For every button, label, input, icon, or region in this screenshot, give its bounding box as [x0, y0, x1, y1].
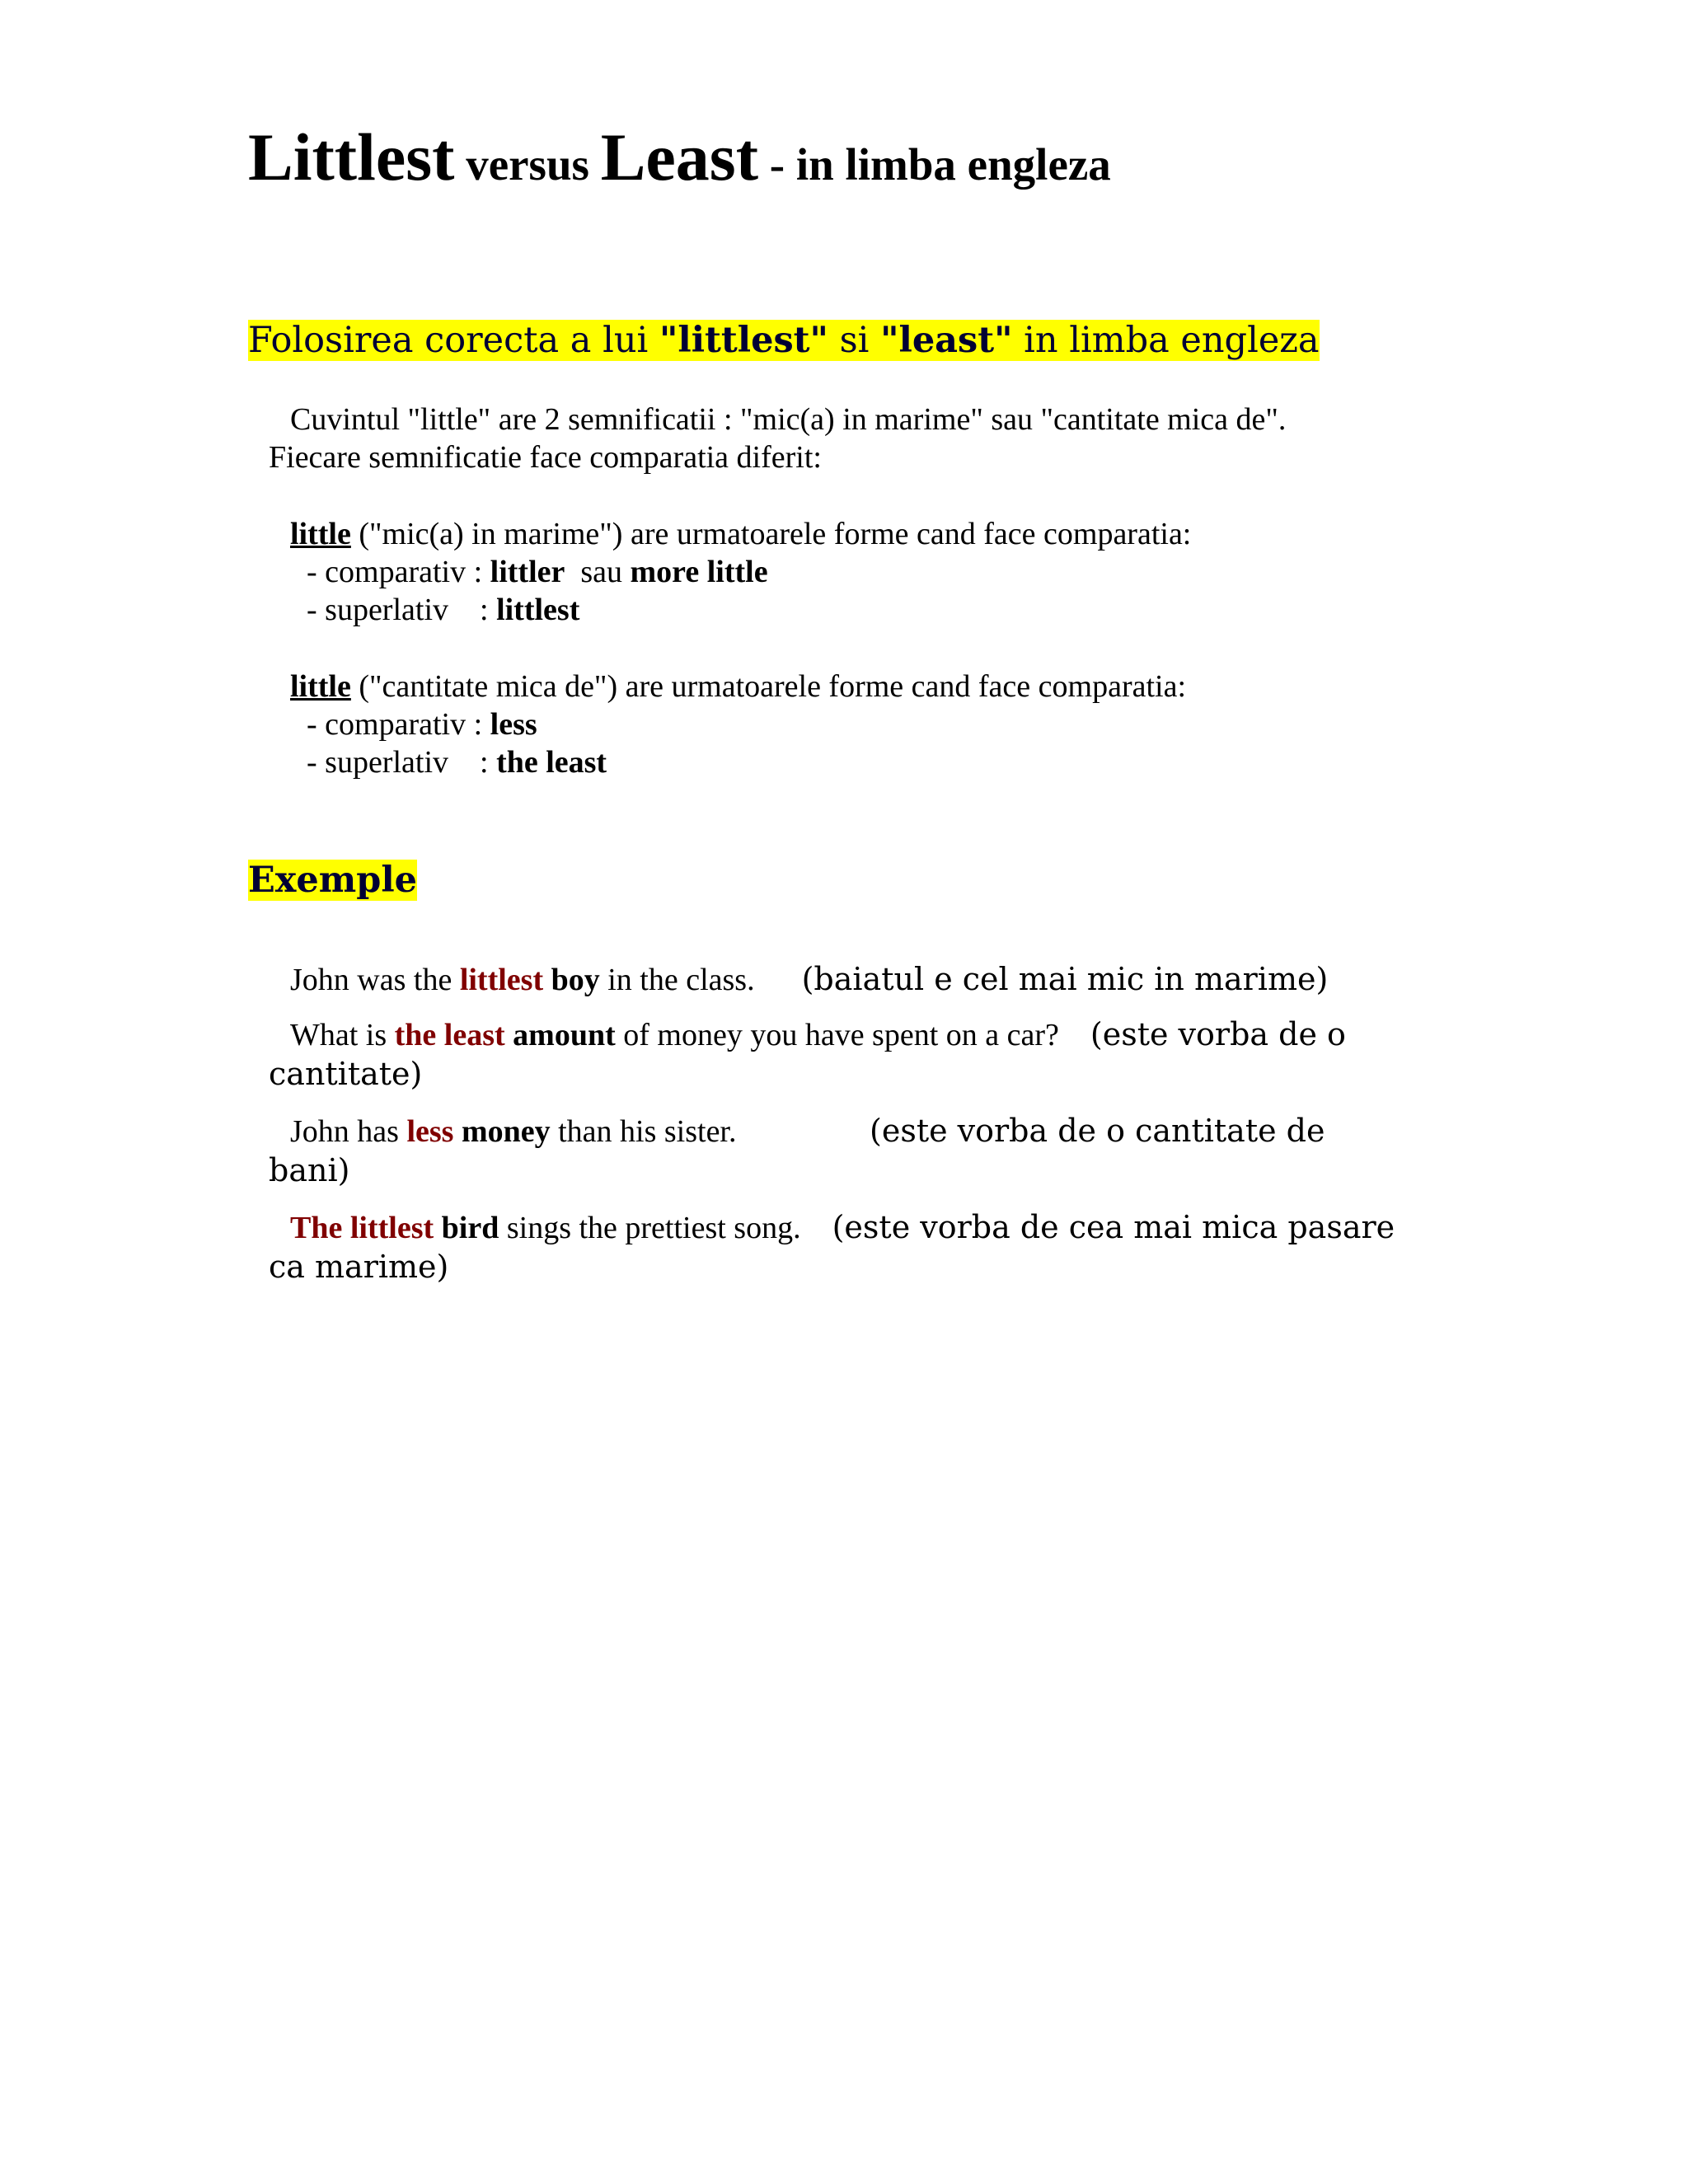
example-note: (este vorba de o cantitate de — [870, 1113, 1325, 1149]
example-2-continuation: cantitate) — [269, 1056, 423, 1092]
example-text: sings the prettiest song. — [499, 1211, 832, 1245]
heading-keyword-least: "least" — [880, 320, 1013, 361]
example-keyword: littlest — [459, 963, 544, 997]
example-text: What is — [290, 1018, 395, 1052]
block2-superlative — [307, 743, 607, 781]
section-heading-examples — [248, 856, 417, 904]
example-note: (este vorba de o — [1090, 1016, 1346, 1052]
heading-highlight — [248, 320, 1320, 361]
example-note: (baiatul e cel mai mic in marime) — [801, 961, 1329, 997]
example-4 — [290, 1208, 1395, 1247]
example-space — [543, 963, 551, 997]
comparative-value: less — [490, 707, 537, 742]
example-space — [434, 1211, 442, 1245]
comparative-sep: sau — [565, 555, 631, 589]
block1-definition — [290, 515, 1191, 553]
block2-definition — [290, 668, 1186, 705]
superlative-label: - superlativ : — [307, 745, 497, 780]
example-keyword: The littlest — [290, 1211, 434, 1245]
comparative-label: - comparativ : — [307, 555, 490, 589]
document-title — [248, 120, 1111, 194]
block2-comparative — [307, 705, 537, 743]
example-3 — [290, 1112, 1325, 1151]
example-keyword: less — [406, 1114, 454, 1149]
heading-part: Folosirea corecta a lui — [248, 320, 659, 361]
block2-desc: ("cantitate mica de") are urmatoarele forme cand face comparatia: — [350, 669, 1187, 704]
heading-part: in limba engleza — [1012, 320, 1320, 361]
example-noun: boy — [551, 963, 600, 997]
heading-part: si — [828, 320, 881, 361]
title-word-least: Least — [600, 120, 759, 194]
example-text: of money you have spent on a car? — [615, 1018, 1090, 1052]
example-text: John has — [290, 1114, 407, 1149]
example-text: John was the — [290, 963, 460, 997]
example-noun: bird — [441, 1211, 499, 1245]
heading-highlight — [248, 860, 417, 901]
title-word-littlest: Littlest — [248, 120, 455, 194]
comparative-value-alt: more little — [630, 555, 768, 589]
example-noun: money — [461, 1114, 551, 1149]
examples-heading-text: Exemple — [248, 860, 418, 901]
example-1 — [290, 960, 1328, 999]
title-versus: versus — [454, 139, 601, 190]
heading-keyword-littlest: "littlest" — [659, 320, 828, 361]
title-tail: - in limba engleza — [758, 139, 1111, 190]
section-heading-usage — [248, 316, 1320, 364]
superlative-value: the least — [496, 745, 607, 780]
block1-comparative — [307, 553, 768, 591]
block1-word: little — [290, 517, 351, 551]
comparative-value: littler — [490, 555, 565, 589]
example-noun: amount — [513, 1018, 616, 1052]
comparative-label: - comparativ : — [307, 707, 490, 742]
example-space — [453, 1114, 462, 1149]
block1-superlative — [307, 591, 579, 629]
block1-desc: ("mic(a) in marime") are urmatoarele forme cand face comparatia: — [350, 517, 1192, 551]
example-space — [505, 1018, 513, 1052]
example-note: (este vorba de cea mai mica pasare — [832, 1209, 1395, 1245]
example-keyword: the least — [394, 1018, 505, 1052]
example-4-continuation: ca marime) — [269, 1249, 449, 1285]
block2-word: little — [290, 669, 351, 704]
example-text: in the class. — [599, 963, 802, 997]
superlative-value: littlest — [496, 593, 580, 627]
example-text: than his sister. — [550, 1114, 870, 1149]
intro-line-1: Cuvintul "little" are 2 semnificatii : "mic(a) in marime" sau "cantitate mica de". — [290, 402, 1287, 437]
superlative-label: - superlativ : — [307, 593, 497, 627]
intro-line-2: Fiecare semnificatie face comparatia diferit: — [269, 440, 822, 475]
example-2 — [290, 1015, 1346, 1054]
example-3-continuation: bani) — [269, 1152, 350, 1188]
